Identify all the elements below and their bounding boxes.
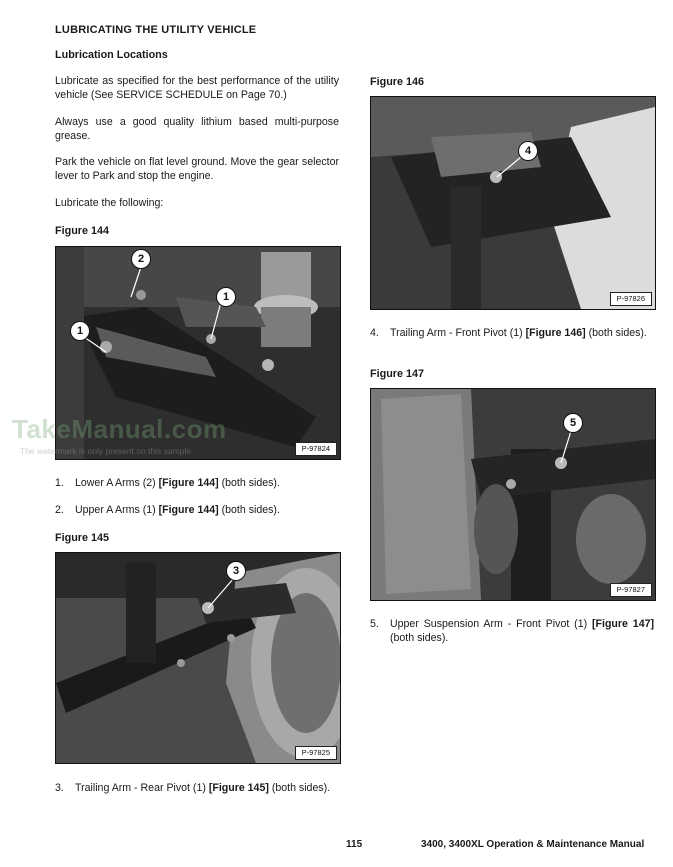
figure-147-code: P-97827 — [610, 583, 652, 597]
callout-3: 3 — [226, 561, 246, 581]
list-item-text: Lower A Arms (2) [Figure 144] (both sides). — [75, 477, 280, 489]
page-number: 115 — [346, 839, 363, 850]
list-item-number: 1. — [55, 477, 64, 489]
list-item-number: 2. — [55, 504, 64, 516]
list-item-number: 4. — [370, 327, 379, 339]
callout-1-lower: 1 — [70, 321, 90, 341]
callout-5: 5 — [563, 413, 583, 433]
figure-145-code: P-97825 — [295, 746, 337, 760]
figure-146-label: Figure 146 — [370, 76, 425, 88]
section-subheading: Lubrication Locations — [55, 49, 168, 61]
figure-146-code: P-97826 — [610, 292, 652, 306]
list-item-number: 5. — [370, 618, 379, 630]
upper-suspension-illustration — [371, 389, 655, 600]
intro-paragraph: Lubricate as specified for the best performance of the utility vehicle (See SERVICE SCHEDULE on Page 70.) — [55, 75, 339, 101]
trailing-arm-front-illustration — [371, 97, 655, 309]
list-item-number: 3. — [55, 782, 64, 794]
list-item-text: Trailing Arm - Front Pivot (1) [Figure 146] (both sides). — [390, 327, 647, 339]
page-heading: LUBRICATING THE UTILITY VEHICLE — [55, 24, 257, 36]
lubricate-paragraph: Lubricate the following: — [55, 197, 164, 209]
manual-title: 3400, 3400XL Operation & Maintenance Manual — [421, 839, 645, 850]
figure-146-photo — [370, 96, 656, 310]
watermark-note: The watermark is only present on this sample — [20, 446, 192, 456]
list-item-text: Trailing Arm - Rear Pivot (1) [Figure 145] (both sides). — [75, 782, 331, 794]
callout-2: 2 — [131, 249, 151, 269]
figure-144-label: Figure 144 — [55, 225, 110, 237]
list-item-text: Upper Suspension Arm - Front Pivot (1) [Figure 147] (both sides). — [390, 618, 655, 644]
figure-147-label: Figure 147 — [370, 368, 425, 380]
callout-1-upper: 1 — [216, 287, 236, 307]
park-paragraph: Park the vehicle on flat level ground. Move the gear selector lever to Park and stop the engine. — [55, 156, 339, 182]
figure-145-photo — [55, 552, 341, 764]
figure-147-photo — [370, 388, 656, 601]
figure-145-label: Figure 145 — [55, 532, 110, 544]
watermark-brand: TakeManual.com — [12, 414, 227, 444]
figure-144-code: P-97824 — [295, 442, 337, 456]
trailing-arm-rear-illustration — [56, 553, 340, 763]
callout-4: 4 — [518, 141, 538, 161]
grease-paragraph: Always use a good quality lithium based multi-purpose grease. — [55, 116, 339, 142]
list-item-text: Upper A Arms (1) [Figure 144] (both sides). — [75, 504, 280, 516]
